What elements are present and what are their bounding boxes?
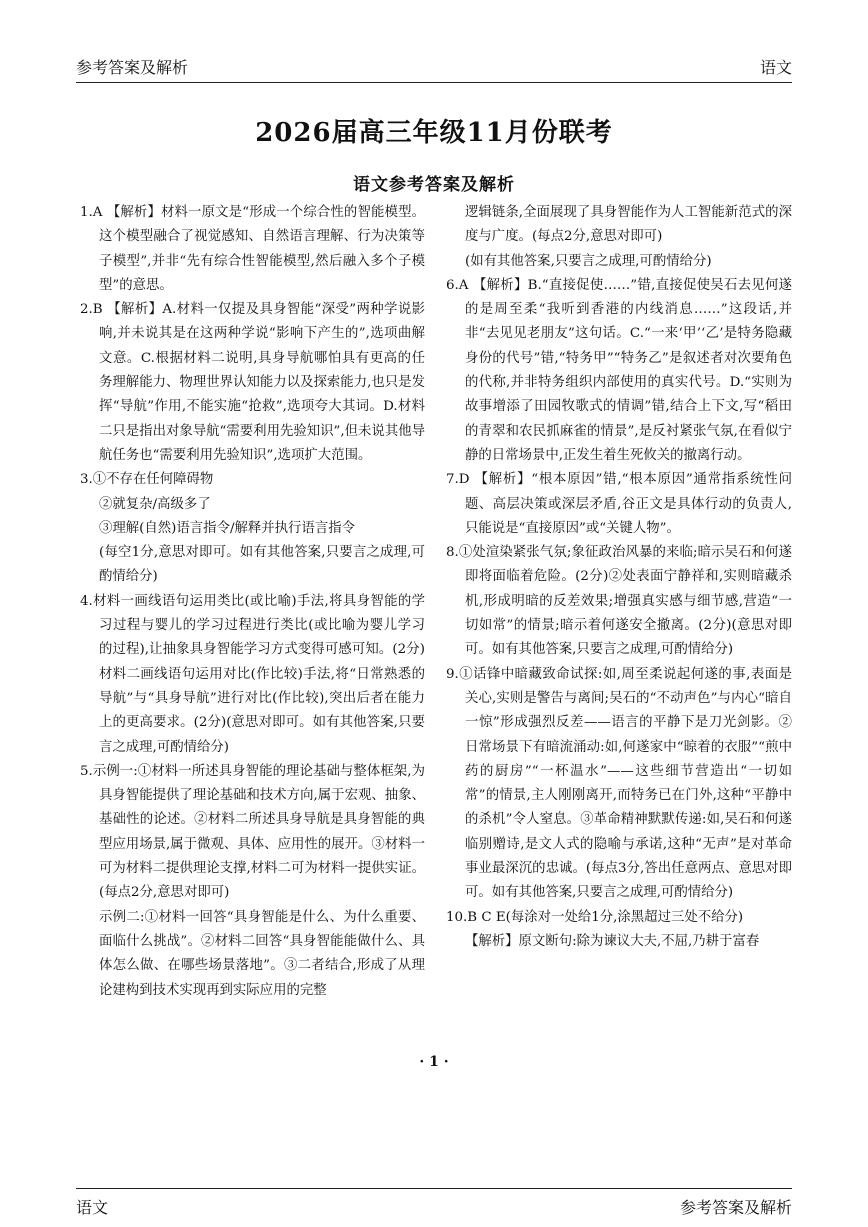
answer-subparagraph: 示例二:①材料一回答“具身智能是什么、为什么重要、面临什么挑战”。②材料二回答“具身智能能做什么、具体怎么做、在哪些场景落地”。③二者结合,形成了从理论建构到技术实现再到实际应用的完整 [99,909,425,998]
answer-item: 9.①话锋中暗藏致命试探:如,周至柔说起何遂的事,表面是关心,实则是警告与离间;吴石的“不动声色”与内心“暗自一惊”形成强烈反差——语言的平静下是刀光剑影。②日常场景下有暗流涌动:如,何遂家中“晾着的衣服”“煎中药的厨房”“一杯温水”——这些细节营造出“一切如常”的情景,主人刚刚离开,而特务已在门外,这种“平静中的杀机”令人窒息。③革命精神默默传递:如,吴石和何遂临别赠诗,是文人式的隐喻与承诺,这种“无声”是对革命事业最深沉的忠诚。(每点3分,答出任意两点、意思对即可。如有其他答案,只要言之成理,可酌情给分) [446,666,792,901]
answer-item: 4.材料一画线语句运用类比(或比喻)手法,将具身智能的学习过程与婴儿的学习过程进行类比(或比喻为婴儿学习的过程),让抽象具身智能学习方式变得可感可知。(2分)材料二画线语句运用对比(作比较)手法,将“日常熟悉的导航”与“具身导航”进行对比(作比较),突出后者在能力上的更高要求。(2分)(意思对即可。如有其他答案,只要言之成理,可酌情给分) [80,593,425,755]
answer-item: 6.A 【解析】B.“直接促使……”错,直接促使吴石去见何遂的是周至柔“我听到香港的内线消息……”这段话,并非“去见见老朋友”这句话。C.“一来‘甲’‘乙’是特务隐藏身份的代号”错,“特务甲”“特务乙”是叙述者对次要角色的代称,并非特务组织内部使用的真实代号。D.“实则为故事增添了田园牧歌式的情调”错,结合上下文,写“稻田的青翠和农民抓麻雀的情景”,是反衬紧张气氛,在看似宁静的日常场景中,正发生着生死攸关的撤离行动。 [446,277,792,463]
answer-item: 1.A 【解析】材料一原文是“形成一个综合性的智能模型。这个模型融合了视觉感知、自然语言理解、行为决策等子模型”,并非“先有综合性智能模型,然后融入多个子模型”的意思。 [80,205,425,293]
answer-item: 2.B 【解析】A.材料一仅提及具身智能“深受”两种学说影响,并未说其是在这两种学说“影响下产生的”,选项曲解文意。C.根据材料二说明,具身导航哪怕具有更高的任务理解能力、物理世界认知能力以及探索能力,也只是发挥“导航”作用,不能实施“抢救”,选项夸大其词。D.材料二只是指出对象导航“需要利用先验知识”,但未说其他导航任务也“需要利用先验知识”,选项扩大范围。 [80,302,425,463]
footer-doc-type: 参考答案及解析 [679,1198,792,1217]
exam-title: 2026届高三年级11月份联考 [255,118,613,148]
answer-subparagraph: ②就复杂/高级多了 [99,496,211,512]
answer-subparagraph: ③理解(自然)语言指令/解释并执行语言指令 [99,520,355,536]
header-subject: 语文 [759,58,792,77]
answer-subparagraph: (每空1分,意思对即可。如有其他答案,只要言之成理,可酌情给分) [99,545,425,585]
answer-item: 10.B C E(每涂对一处给1分,涂黑超过三处不给分) [446,909,744,925]
answer-column-right [446,201,792,954]
answer-subparagraph: 【解析】原文断句:除为谏议大夫,不屈,乃耕于富春 [465,933,760,949]
page-number: · 1 · [419,1054,449,1070]
page-header [76,52,792,83]
answer-item: 3.①不存在任何障碍物 [80,472,214,488]
footer-subject: 语文 [76,1198,109,1217]
answer-subparagraph: (如有其他答案,只要言之成理,可酌情给分) [465,253,712,269]
answer-subparagraph: 逻辑链条,全面展现了具身智能作为人工智能新范式的深度与广度。(每点2分,意思对即可) [465,205,792,245]
answer-item: 7.D 【解析】“根本原因”错,“根本原因”通常指系统性问题、高层决策或深层矛盾,谷正文是具体行动的负责人,只能说是“直接原因”或“关键人物”。 [446,472,792,536]
header-doc-type: 参考答案及解析 [76,58,189,77]
answer-item: 8.①处渲染紧张气氛;象征政治风暴的来临;暗示吴石和何遂即将面临着危险。(2分)②处表面宁静祥和,实则暗藏杀机,形成明暗的反差效果;增强真实感与细节感,营造“一切如常”的情景;暗示着何遂安全撤离。(2分)(意思对即可。如有其他答案,只要言之成理,可酌情给分) [446,545,792,658]
answer-item: 5.示例一:①材料一所述具身智能的理论基础与整体框架,为具身智能提供了理论基础和技术方向,属于宏观、抽象、基础性的论述。②材料二所述具身导航是具身智能的典型应用场景,属于微观、具体、应用性的展开。③材料一可为材料二提供理论支撑,材料二可为材料一提供实证。(每点2分,意思对即可) [80,763,425,901]
page-footer [76,1188,792,1219]
exam-subtitle: 语文参考答案及解析 [353,175,515,195]
answer-column-left [80,201,425,1003]
